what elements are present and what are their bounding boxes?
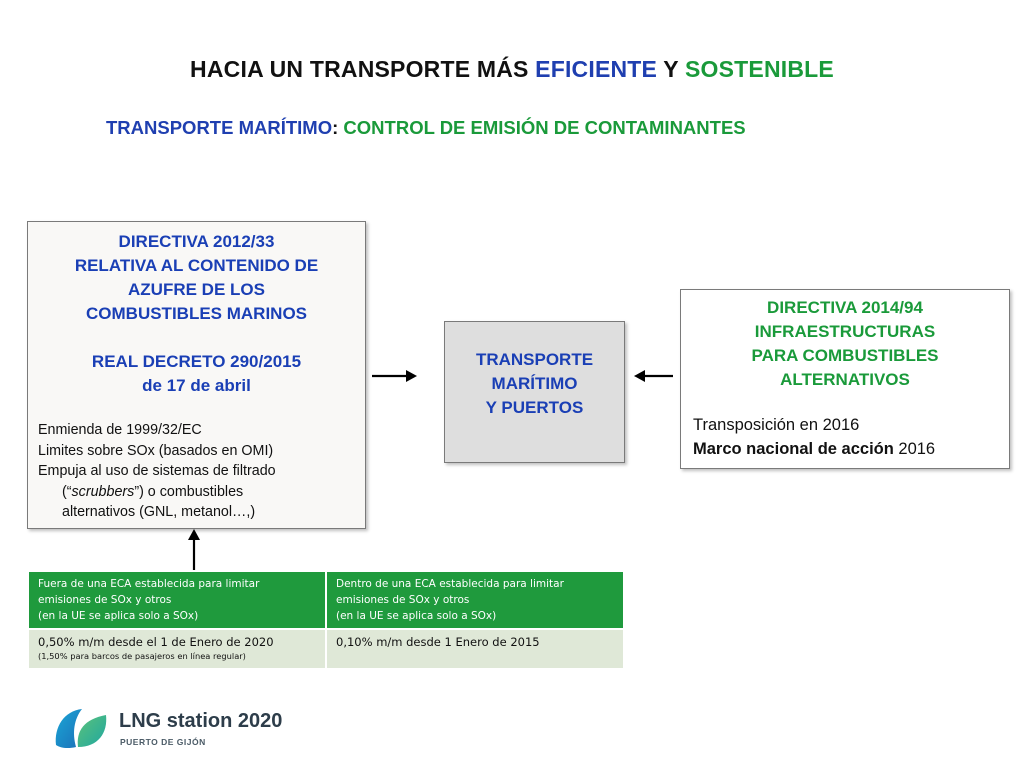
list-item-continuation [38,482,358,503]
text-fragment: (“ [62,483,72,500]
transporte-maritimo-box [444,321,625,463]
label-line: MARÍTIMO [491,374,578,393]
arrow-left-icon [633,368,673,384]
title-word-sostenible: SOSTENIBLE [684,56,834,82]
arrow-right-icon [372,368,418,384]
scrubbers-term: scrubbers [71,483,135,500]
cell-value: 0,10% m/m desde 1 Enero de 2015 [336,635,540,649]
eca-table [27,570,625,670]
heading-line: ALTERNATIVOS [780,370,910,389]
heading-line: PARA COMBUSTIBLES [751,346,939,365]
header-line: Fuera de una ECA establecida para limitar [38,578,260,590]
directiva-2012-heading [28,230,365,326]
list-item: Empuja al uso de sistemas de filtrado [38,463,276,479]
label-line: TRANSPORTE [475,350,594,369]
cell-note: (1,50% para barcos de pasajeros en línea regular) [38,651,246,661]
table-row [29,630,623,668]
directiva-2012-details [38,420,358,523]
header-line: Dentro de una ECA establecida para limitar [336,578,564,590]
table-row [29,572,623,628]
heading-line: DIRECTIVA 2012/33 [118,232,275,251]
list-item: Limites sobre SOx (basados en OMI) [38,442,274,459]
page-title [0,56,1024,83]
list-item [693,437,1003,461]
logo-title: LNG station 2020 [119,710,283,732]
list-item: Transposición en 2016 [693,416,860,434]
table-header-inside-eca [327,572,623,628]
heading-line: RELATIVA AL CONTENIDO DE [74,256,319,275]
table-cell-inside-eca-value [327,630,623,668]
header-line: emisiones de SOx y otros [336,594,470,606]
list-item: Enmienda de 1999/32/EC [38,422,202,438]
subtitle-colon: : [332,117,344,138]
page-subtitle [106,117,746,139]
title-part-3: Y [657,56,685,82]
transporte-maritimo-label [445,348,624,420]
heading-line: INFRAESTRUCTURAS [754,322,936,341]
logo-subtitle: PUERTO DE GIJÓN [120,737,206,747]
directiva-2012-box [27,221,366,529]
header-line: (en la UE se aplica solo a SOx) [336,610,497,622]
directiva-2014-details [693,413,1003,461]
arrow-up-icon [185,528,203,570]
directiva-2014-box [680,289,1010,469]
table-header-outside-eca [29,572,325,628]
heading-line: COMBUSTIBLES MARINOS [86,304,307,323]
subtitle-part-1: TRANSPORTE MARÍTIMO [106,117,333,138]
lng-station-logo-icon [52,705,110,751]
cell-value: 0,50% m/m desde el 1 de Enero de 2020 [38,635,274,649]
header-line: (en la UE se aplica solo a SOx) [38,610,199,622]
heading-line: de 17 de abril [142,376,251,395]
heading-line: AZUFRE DE LOS [128,280,265,299]
real-decreto-heading [28,350,365,398]
title-word-eficiente: EFICIENTE [535,56,658,82]
label-line: Y PUERTOS [485,398,584,417]
marco-nacional-term: Marco nacional de acción [693,440,894,458]
heading-line: REAL DECRETO 290/2015 [91,352,302,371]
subtitle-part-3: CONTROL DE EMISIÓN DE CONTAMINANTES [343,117,746,138]
header-line: emisiones de SOx y otros [38,594,172,606]
directiva-2014-heading [681,296,1009,392]
text-fragment: ”) o combustibles [134,483,244,500]
text-fragment: 2016 [893,440,936,458]
list-item-continuation: alternativos (GNL, metanol…,) [62,504,256,520]
heading-line: DIRECTIVA 2014/94 [767,298,923,317]
title-part-1: HACIA UN TRANSPORTE MÁS [190,56,536,82]
table-cell-outside-eca-value [29,630,325,668]
